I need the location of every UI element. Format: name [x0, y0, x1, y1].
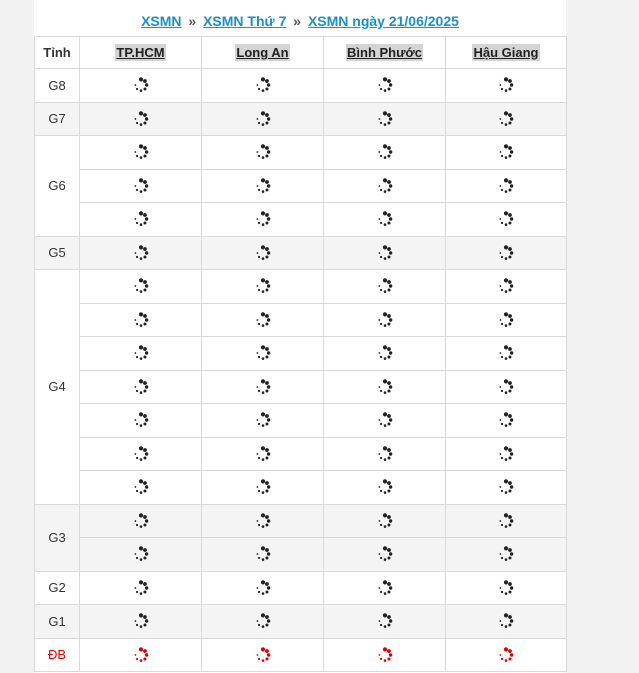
result-cell [446, 169, 567, 203]
result-cell [324, 203, 446, 237]
result-cell [202, 203, 324, 237]
loading-spinner-icon [255, 345, 271, 361]
loading-spinner-icon [133, 278, 149, 294]
result-cell [324, 370, 446, 404]
table-row [35, 203, 567, 237]
loading-spinner-icon [498, 312, 514, 328]
loading-spinner-icon [377, 77, 393, 93]
loading-spinner-icon [255, 513, 271, 529]
loading-spinner-icon [255, 479, 271, 495]
result-cell [80, 571, 202, 605]
result-cell [202, 69, 324, 103]
result-cell [446, 236, 567, 270]
result-cell [446, 69, 567, 103]
result-cell [324, 169, 446, 203]
loading-spinner-icon [133, 479, 149, 495]
loading-spinner-icon [133, 546, 149, 562]
loading-spinner-icon [498, 379, 514, 395]
result-cell [202, 404, 324, 438]
loading-spinner-icon [377, 111, 393, 127]
result-cell [446, 571, 567, 605]
result-cell [80, 203, 202, 237]
loading-spinner-icon [255, 379, 271, 395]
column-header-binh-phuoc[interactable] [324, 37, 446, 69]
result-cell [324, 337, 446, 371]
result-cell [324, 270, 446, 304]
breadcrumb-link-xsmn-thu-7[interactable]: XSMN Thứ 7 [203, 13, 287, 29]
result-cell [324, 504, 446, 538]
loading-spinner-icon [255, 312, 271, 328]
result-cell [202, 169, 324, 203]
loading-spinner-icon [255, 647, 271, 663]
loading-spinner-icon [498, 513, 514, 529]
result-cell [80, 169, 202, 203]
table-row [35, 337, 567, 371]
result-cell [446, 303, 567, 337]
loading-spinner-icon [133, 613, 149, 629]
result-cell [446, 337, 567, 371]
loading-spinner-icon [377, 580, 393, 596]
result-cell [80, 337, 202, 371]
loading-spinner-icon [377, 278, 393, 294]
result-cell [446, 504, 567, 538]
result-cell [80, 605, 202, 639]
province-link[interactable]: Hậu Giang [473, 45, 539, 60]
result-cell [202, 538, 324, 572]
loading-spinner-icon [498, 580, 514, 596]
result-cell [80, 102, 202, 136]
loading-spinner-icon [133, 144, 149, 160]
prize-label: G7 [35, 102, 80, 136]
table-row [35, 571, 567, 605]
result-cell [202, 303, 324, 337]
loading-spinner-icon [498, 111, 514, 127]
result-cell [324, 404, 446, 438]
loading-spinner-icon [498, 479, 514, 495]
loading-spinner-icon [498, 77, 514, 93]
breadcrumb [34, 0, 566, 36]
table-row [35, 437, 567, 471]
table-row [35, 404, 567, 438]
loading-spinner-icon [255, 245, 271, 261]
result-cell [202, 270, 324, 304]
table-row [35, 69, 567, 103]
result-cell [324, 102, 446, 136]
prize-label: G3 [35, 504, 80, 571]
loading-spinner-icon [498, 211, 514, 227]
province-link[interactable]: Bình Phước [347, 45, 422, 60]
loading-spinner-icon [377, 144, 393, 160]
loading-spinner-icon [498, 446, 514, 462]
loading-spinner-icon [133, 580, 149, 596]
column-header-tp-hcm[interactable] [80, 37, 202, 69]
result-cell [80, 236, 202, 270]
result-cell [446, 102, 567, 136]
column-header-hau-giang[interactable] [446, 37, 567, 69]
breadcrumb-separator: » [293, 13, 302, 29]
result-cell [324, 236, 446, 270]
loading-spinner-icon [377, 345, 393, 361]
province-link[interactable]: Long An [236, 45, 289, 60]
table-row [35, 102, 567, 136]
loading-spinner-icon [377, 178, 393, 194]
loading-spinner-icon [377, 211, 393, 227]
loading-spinner-icon [255, 446, 271, 462]
table-row [35, 136, 567, 170]
loading-spinner-icon [498, 647, 514, 663]
result-cell [80, 538, 202, 572]
loading-spinner-icon [255, 211, 271, 227]
loading-spinner-icon [377, 312, 393, 328]
result-cell [80, 303, 202, 337]
result-cell [446, 471, 567, 505]
loading-spinner-icon [377, 513, 393, 529]
result-cell [80, 471, 202, 505]
result-cell [80, 504, 202, 538]
prize-label: G4 [35, 270, 80, 505]
loading-spinner-icon [133, 647, 149, 663]
column-header-province: Tỉnh [35, 37, 80, 69]
breadcrumb-separator: » [188, 13, 197, 29]
result-cell [202, 337, 324, 371]
table-row [35, 605, 567, 639]
table-row [35, 270, 567, 304]
results-table-body [35, 69, 567, 672]
result-cell [80, 370, 202, 404]
table-header-row [35, 37, 567, 69]
result-cell [324, 605, 446, 639]
result-cell [202, 136, 324, 170]
result-cell [202, 370, 324, 404]
result-cell [202, 571, 324, 605]
prize-label: G2 [35, 571, 80, 605]
result-cell [324, 303, 446, 337]
result-cell [446, 404, 567, 438]
province-link[interactable]: TP.HCM [116, 45, 165, 60]
result-cell [324, 437, 446, 471]
loading-spinner-icon [498, 546, 514, 562]
result-cell [446, 538, 567, 572]
result-cell [80, 136, 202, 170]
loading-spinner-icon [133, 379, 149, 395]
loading-spinner-icon [377, 647, 393, 663]
loading-spinner-icon [255, 77, 271, 93]
result-cell [446, 270, 567, 304]
result-cell [324, 571, 446, 605]
result-cell [446, 638, 567, 672]
result-cell [324, 538, 446, 572]
loading-spinner-icon [133, 345, 149, 361]
loading-spinner-icon [498, 245, 514, 261]
loading-spinner-icon [255, 613, 271, 629]
loading-spinner-icon [133, 178, 149, 194]
column-header-long-an[interactable] [202, 37, 324, 69]
loading-spinner-icon [498, 144, 514, 160]
result-cell [202, 471, 324, 505]
result-cell [446, 136, 567, 170]
loading-spinner-icon [133, 312, 149, 328]
loading-spinner-icon [377, 412, 393, 428]
table-row [35, 303, 567, 337]
loading-spinner-icon [255, 580, 271, 596]
result-cell [202, 236, 324, 270]
loading-spinner-icon [498, 412, 514, 428]
loading-spinner-icon [255, 546, 271, 562]
result-cell [202, 437, 324, 471]
table-row [35, 471, 567, 505]
result-cell [324, 638, 446, 672]
loading-spinner-icon [133, 245, 149, 261]
loading-spinner-icon [377, 613, 393, 629]
loading-spinner-icon [255, 178, 271, 194]
loading-spinner-icon [255, 278, 271, 294]
result-cell [202, 504, 324, 538]
prize-label: ĐB [35, 638, 80, 672]
loading-spinner-icon [377, 379, 393, 395]
results-table [34, 36, 567, 672]
loading-spinner-icon [133, 77, 149, 93]
result-cell [446, 437, 567, 471]
prize-label: G1 [35, 605, 80, 639]
table-row [35, 538, 567, 572]
loading-spinner-icon [133, 446, 149, 462]
result-cell [80, 404, 202, 438]
loading-spinner-icon [498, 178, 514, 194]
loading-spinner-icon [133, 513, 149, 529]
loading-spinner-icon [133, 211, 149, 227]
loading-spinner-icon [377, 546, 393, 562]
loading-spinner-icon [377, 479, 393, 495]
loading-spinner-icon [377, 245, 393, 261]
prize-label: G6 [35, 136, 80, 237]
result-cell [446, 203, 567, 237]
result-cell [324, 69, 446, 103]
breadcrumb-link-xsmn-date[interactable]: XSMN ngày 21/06/2025 [307, 13, 459, 29]
result-cell [446, 605, 567, 639]
loading-spinner-icon [255, 412, 271, 428]
prize-label: G5 [35, 236, 80, 270]
loading-spinner-icon [498, 345, 514, 361]
results-panel [34, 0, 566, 673]
table-row [35, 504, 567, 538]
result-cell [80, 270, 202, 304]
result-cell [202, 638, 324, 672]
loading-spinner-icon [133, 412, 149, 428]
loading-spinner-icon [255, 111, 271, 127]
result-cell [80, 437, 202, 471]
result-cell [80, 69, 202, 103]
result-cell [202, 102, 324, 136]
result-cell [80, 638, 202, 672]
loading-spinner-icon [498, 278, 514, 294]
result-cell [446, 370, 567, 404]
table-row [35, 236, 567, 270]
prize-label: G8 [35, 69, 80, 103]
table-row [35, 169, 567, 203]
result-cell [324, 136, 446, 170]
breadcrumb-link-xsmn[interactable]: XSMN [141, 13, 182, 29]
table-row [35, 370, 567, 404]
loading-spinner-icon [377, 446, 393, 462]
result-cell [202, 605, 324, 639]
loading-spinner-icon [255, 144, 271, 160]
table-row [35, 638, 567, 672]
loading-spinner-icon [133, 111, 149, 127]
loading-spinner-icon [498, 613, 514, 629]
result-cell [324, 471, 446, 505]
